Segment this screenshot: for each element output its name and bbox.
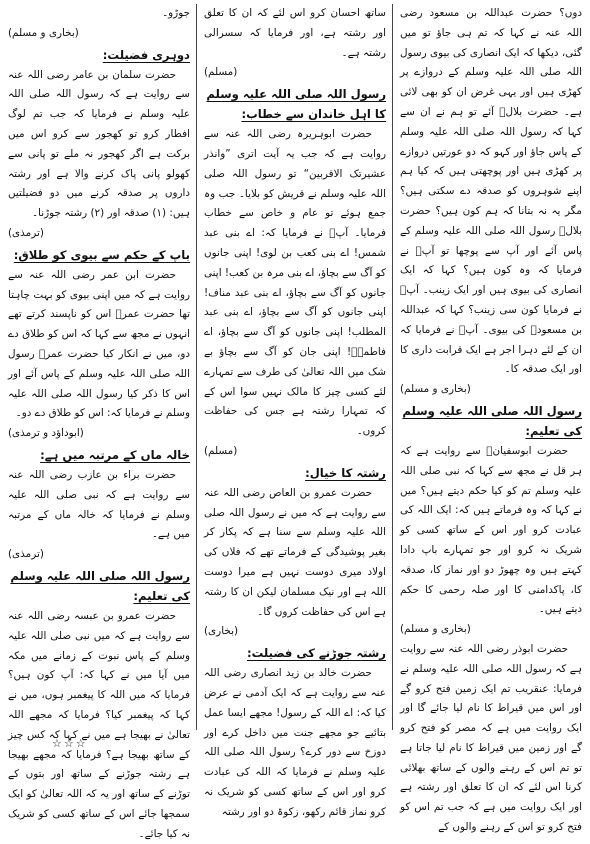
section-heading: رسول اللہ صلی اللہ علیہ وسلم کی تعلیم: (10, 568, 190, 603)
hadith-reference: (بخاری) (204, 625, 239, 638)
middle-column (204, 4, 386, 818)
hadith-reference: (بخاری و مسلم) (8, 26, 79, 39)
section-heading: رسول اللہ صلی اللہ علیہ وسلم کا اہل خاندان سے خطاب: (206, 87, 386, 122)
section-heading: باپ کے حکم سے بیوی کو طلاق: (13, 247, 190, 262)
paragraph: حضرت عمرو بن عبسہ رضی اللہ عنہ سے روایت ہے کہ میں نبی صلی اللہ علیہ وسلم کے پاس نبوت کے زمانے میں مکہ میں آیا میں نے کہا کہ: آپ کون ہیں؟ فرمایا کہ میں اللہ کا پیغمبر ہوں، میں نے کہا کہ پیغمبر کیا؟ فرمایا کہ مجھے اللہ تعالیٰ نے بھیجا ہے میں نے کہا کہ کس چیز کے ساتھ بھیجا ہے؟ فرمایا کہ مجھے بھیجا ہے رشتہ جوڑنے کے ساتھ اور بتوں کے توڑنے کے ساتھ اور یہ کہ اللہ تعالیٰ کو ایک سمجھا جائے اس کے ساتھ کسی کو شریک نہ کیا جائے۔ (8, 609, 190, 840)
paragraph: دوں؟ حضرت عبداللہ بن مسعود رضی اللہ عنہ نے کہا کہ تم ہی جاؤ تو میں گئی، دیکھا کہ ایک انصاری کی بیوی رسول اللہ صلی اللہ علیہ وسلم کے دروازے پر کھڑی ہیں اور یہی غرض ان کو بھی لائی ہے۔ حضرت بلالؓ آئے تو ہم نے ان سے کہا کہ رسول اللہ صلی اللہ علیہ وسلم کے پاس جاؤ اور کہو کہ دو عورتیں دروازے پر کھڑی ہیں اور پوچھتی ہیں کہ کیا ہم اپنے شوہروں کو صدقہ دے سکتی ہیں؟ مگر یہ نہ بتانا کہ ہم کون ہیں؟ حضرت بلالؓ رسول اللہ صلی اللہ علیہ وسلم کے پاس آئے اور آپ سے پوچھا تو آپؐ نے فرمایا کہ وہ کون ہیں؟ کہا کہ ایک انصاری کی بیوی ہیں اور ایک زینب۔ آپؐ نے فرمایا کون سی زینب؟ کہا کہ عبداللہ بن مسعودؓ کی بیوی۔ آپؐ نے فرمایا کہ ان کے لئے دہرا اجر ہے ایک قرابت داری کا اور ایک صدقہ کا۔ (400, 7, 582, 376)
right-column (400, 4, 582, 834)
hadith-reference: (مسلم) (204, 444, 238, 457)
paragraph: حضرت ابوذر رضی اللہ عنہ سے روایت ہے کہ رسول اللہ صلی اللہ علیہ وسلم نے فرمایا: عنقریب تم ایک زمین فتح کرو گے اور اس میں قیراط کا نام لیا جائے گا اور ایک روایت میں ہے کہ مصر کو فتح کرو گے اور زمین میں قیراط کا نام لیا جاتا ہے تو تم اس کے رہنے والوں کے ساتھ بھلائی کرنا اس لئے کہ ان کا تعلق اور رشتہ ہے اور ایک روایت میں ہے کہ جب تم اس کو فتح کرو تو اس کے رہنے والوں کے (400, 642, 582, 834)
hadith-reference: (ترمذی) (8, 226, 44, 239)
newspaper-page (8, 4, 582, 840)
paragraph: حضرت سلمان بن عامر رضی اللہ عنہ سے روایت ہے کہ رسول اللہ صلی اللہ علیہ وسلم نے فرمایا کہ جب تم لوگ افطار کرو تو کھجور سے کرو اس میں برکت ہے اگر کھجور نہ ملے تو پانی سے کھولو پانی پاک کرنے والا ہے اور رشتہ داروں پر صدقہ کرنے میں دو فضیلتیں ہیں: (۱) صدقہ اور (۲) رشتہ جوڑنا۔ (8, 68, 190, 220)
paragraph: حضرت عمرو بن العاص رضی اللہ عنہ سے روایت ہے کہ میں نے رسول اللہ صلی اللہ علیہ وسلم سے سنا ہے کہ پکار کر بغیر پوشیدگی کے فرماتے تھے کہ فلاں کی اولاد میری دوست نہیں ہے میرا دوست اللہ ہے اور نیک مسلمان لیکن ان کا رشتہ ہے اس کی حفاظت کروں گا۔ (204, 486, 386, 618)
hadith-reference: (بخاری و مسلم) (400, 623, 471, 636)
paragraph: جوڑو۔ (162, 7, 190, 19)
section-heading: رشتہ کا خیال: (305, 465, 386, 480)
paragraph: حضرت ابن عمر رضی اللہ عنہ سے روایت ہے کہ میں اپنی بیوی کو بہت چاہتا تھا حضرت عمرؓ اس کو ناپسند کرتے تھے انہوں نے مجھ سے کہا کہ اس کو طلاق دے دو، میں نے انکار کیا حضرت عمرؓ رسول اللہ صلی اللہ علیہ وسلم کے پاس آئے اور اس کا ذکر کیا رسول اللہ صلی اللہ علیہ وسلم نے فرمایا کہ: اس کو طلاق دے دو۔ (8, 268, 190, 420)
hadith-reference: (بخاری و مسلم) (400, 383, 471, 396)
section-heading: دوہری فضیلت: (102, 47, 190, 62)
paragraph: حضرت ابوہریرہ رضی اللہ عنہ سے روایت ہے کہ جب یہ آیت اتری ”وانذر عشیرتک الاقربین“ تو رسول اللہ صلی اللہ علیہ وسلم نے قریش کو بلایا۔ جب وہ جمع ہوئے تو عام و خاص سے خطاب فرمایا۔ آپؐ نے فرمایا کہ: اے بنی عبد شمس! اے بنی کعب بن لوی! اپنی جانوں کو آگ سے بچاؤ، اے بنی مرہ بن کعب! اپنی جانوں کو آگ سے بچاؤ، اے بنی عبد مناف! اپنی جانوں کو آگ سے بچاؤ، اے بنی عبد المطلب! اپنی جانوں کو آگ سے بچاؤ، اے فاطمہؓ! اپنی جان کو آگ سے بچاؤ بے شک میں اللہ تعالیٰ کی طرف سے تمہارے لئے کسی چیز کا مالک نہیں سوا اس کے کہ تمہارا رشتہ ہے جس کی حفاظت کروں۔ (204, 128, 386, 438)
hadith-reference: (ترمذی) (8, 548, 44, 561)
end-stars-icon: ☆☆☆ (52, 737, 88, 750)
hadith-reference: (ابوداؤد و ترمذی) (8, 427, 84, 440)
section-heading: رشتہ جوڑنے کی فضیلت: (246, 646, 386, 661)
column-divider (196, 4, 197, 730)
column-divider (392, 4, 393, 730)
paragraph: حضرت خالد بن زید انصاری رضی اللہ عنہ سے روایت ہے کہ ایک آدمی نے عرض کیا کہ: اے اللہ کے رسول! مجھے ایسا عمل بتائیے جو مجھے جنت میں داخل کرے اور دوزخ سے دور کرے؟ رسول اللہ صلی اللہ علیہ وسلم نے فرمایا کہ اللہ کی عبادت کرو اور اس کے ساتھ کسی کو شریک نہ کرو نماز قائم رکھو، زکوۃ دو اور رشتہ (204, 667, 386, 818)
section-heading: رسول اللہ صلی اللہ علیہ وسلم کی تعلیم: (402, 403, 582, 438)
paragraph: ساتھ احسان کرو اس لئے کہ ان کا تعلق اور رشتہ ہے، اور فرمایا کہ سسرالی رشتہ ہے۔ (204, 7, 386, 59)
section-heading: خالہ ماں کے مرتبہ میں ہے: (40, 447, 190, 462)
left-column (8, 4, 190, 840)
paragraph: حضرت براء بن عازب رضی اللہ عنہ سے روایت ہے کہ نبی صلی اللہ علیہ وسلم نے فرمایا کہ خالہ ماں کے مرتبہ میں ہے۔ (8, 468, 190, 541)
paragraph: حضرت ابوسفیانؓ سے روایت ہے کہ ہر قل نے مجھ سے کہا کہ نبی صلی اللہ علیہ وسلم تم کو کیا حکم دیتے ہیں؟ میں نے کہا کہ وہ فرماتے ہیں کہ: ایک اللہ کی عبادت کرو اور اس کے ساتھ کسی کو شریک نہ کرو اور جو تمہارے باپ دادا کہتے ہیں وہ چھوڑ دو اور نماز کا، صدقہ کا، پاکدامنی کا اور صلہ رحمی کا حکم دیتے ہیں۔ (400, 444, 582, 616)
hadith-reference: (مسلم) (204, 66, 238, 79)
